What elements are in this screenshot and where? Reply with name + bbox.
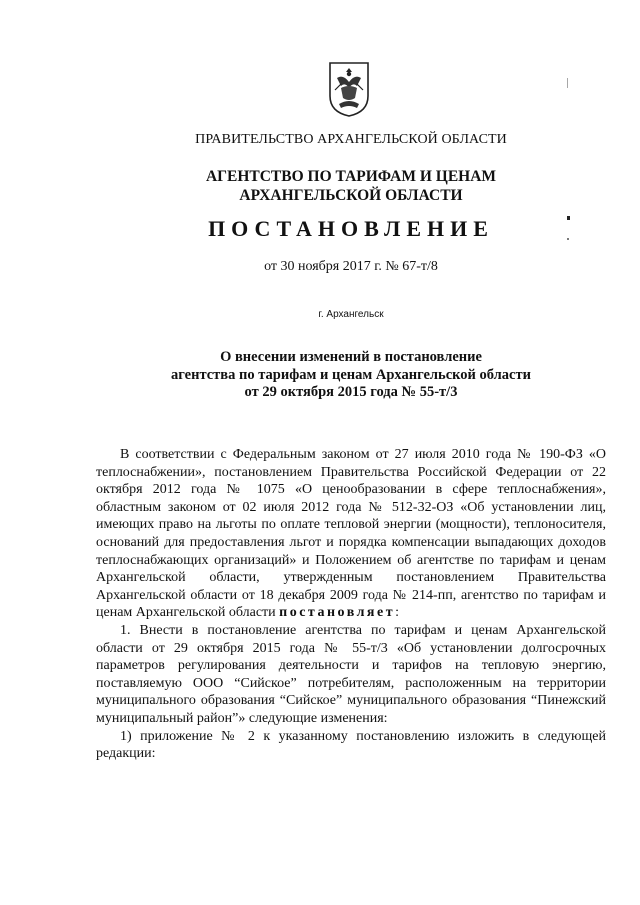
decree-title: ПОСТАНОВЛЕНИЕ — [208, 216, 494, 241]
subject-line2: агентства по тарифам и ценам Архангельской области — [171, 366, 531, 383]
scan-speck — [567, 216, 570, 220]
subject-line3: от 29 октября 2015 года № 55-т/3 — [244, 384, 458, 400]
preamble-text: В соответствии с Федеральным законом от 27 июля 2010 года № 190-ФЗ «О теплоснабжении», постановлением Правительства Российской Федерации от 22 октября 2012 года № 1075 «О ценообразовании в сфере теплоснабжения», областным законом от 02 июля 2012 года № 512-32-ОЗ «Об установлении лиц, имеющих право на льготы по оплате тепловой энергии (мощности), теплоносителя, оснований для предоставления льгот и порядка компенсации выпадающих доходов теплоснабжающих организаций» и Положением об агентстве по тарифам и ценам Архангельской области, утвержденным постановлением Правительства Архангельской области от 18 декабря 2009 года № 214-пп, агентство по тарифам и ценам Архангельской области — [96, 447, 606, 621]
decree-body — [96, 446, 606, 763]
resolves-keyword: постановляет — [279, 605, 396, 621]
scan-speck — [567, 78, 568, 88]
coat-of-arms-icon — [327, 60, 371, 118]
subject-line1: О внесении изменений в постановление — [220, 349, 482, 365]
subitem-1-paragraph: 1) приложение № 2 к указанному постановлению изложить в следующей редакции: — [96, 728, 606, 762]
agency-name-line2: АРХАНГЕЛЬСКОЙ ОБЛАСТИ — [239, 187, 463, 204]
decree-date: от 30 ноября 2017 г. № 67-т/8 — [264, 259, 438, 274]
decree-subject — [96, 349, 606, 402]
preamble-paragraph — [96, 446, 606, 622]
agency-name — [96, 167, 606, 205]
item-1-paragraph: 1. Внести в постановление агентства по тарифам и ценам Архангельской области от 29 октября 2015 года № 55-т/3 «Об установлении долгосрочных параметров регулирования деятельности и тарифов на тепловую энергию, поставляемую ООО “Сийское” потребителям, расположенным на территории муниципального образования “Сийское” муниципального образования “Пинежский муниципальный район”» следующие изменения: — [96, 622, 606, 726]
agency-name-line1: АГЕНТСТВО ПО ТАРИФАМ И ЦЕНАМ — [205, 168, 497, 185]
government-name: ПРАВИТЕЛЬСТВО АРХАНГЕЛЬСКОЙ ОБЛАСТИ — [195, 132, 507, 147]
scan-speck — [567, 238, 569, 240]
city-name: г. Архангельск — [318, 309, 384, 320]
preamble-colon: : — [395, 605, 399, 621]
